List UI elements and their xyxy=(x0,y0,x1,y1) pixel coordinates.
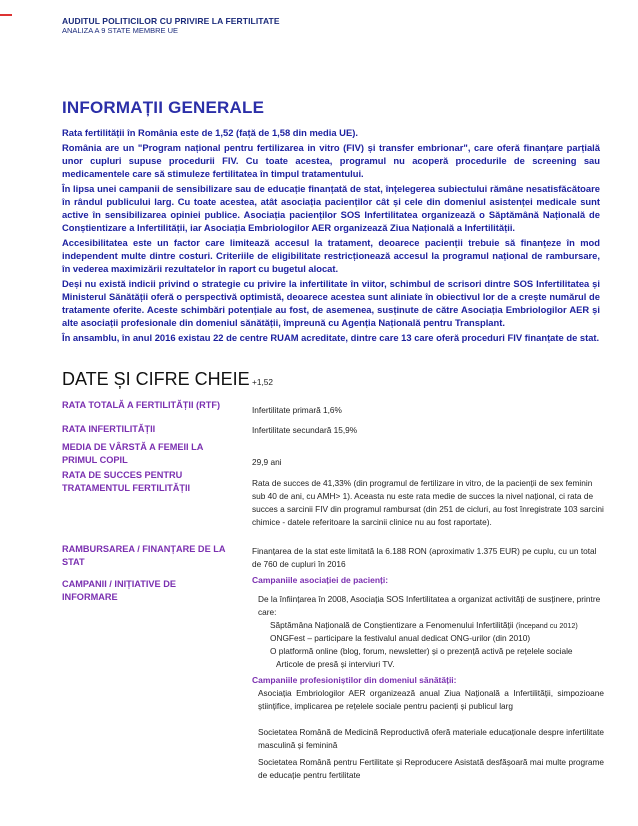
campaign-week: Săptămâna Națională de Conștientizare a Fenomenului Infertilității xyxy=(270,620,514,630)
campaign-item xyxy=(252,619,604,632)
header-title: AUDITUL POLITICILOR CU PRIVIRE LA FERTILITATE xyxy=(62,16,280,26)
patients-campaigns-heading: Campaniile asociației de pacienți: xyxy=(252,575,389,585)
value-mean-age: 29,9 ani xyxy=(252,457,282,467)
general-info-title: INFORMAȚII GENERALE xyxy=(62,98,265,117)
general-paragraph: Rata fertilității în România este de 1,52 (față de 1,58 din media UE). xyxy=(62,127,358,138)
professional-campaign-item: Societatea Română pentru Fertilitate și Reproducere Asistată desfășoară mai multe programe de educație pentru fertilitate xyxy=(258,757,604,780)
value-rtf: +1,52 xyxy=(252,377,273,387)
general-paragraph: Deși nu există indicii privind o strategie cu privire la infertilitate în viitor, schimbul de scrisori dintre SOS Infertilitatea și Ministerul Sănătății oferă o perspectivă optimistă, deoarece acestea sunt aliniate în obiectivul lor de a crește numărul de tratamente oferite. Aceste schimbări potențiale au fost, de asemenea, susținute de către Asociația Embriologilor AER și alte asociații profesionale din domeniul sănătății, împreună cu Agenția Națională pentru Transplant. xyxy=(62,278,600,328)
value-success-rate: Rata de succes de 41,33% (din programul de fertilizare in vitro, de la pacienții de sex feminin sub 40 de ani, cu AMH> 1). Aceasta nu este rata medie de succes la nivel național, ci rata de succes a sarcinii FIV din programul rambursat (din 251 de cicluri, au fost înregistrate 103 sarcini chimice - datele referitoare la sarcinii clinice nu au fost raportate). xyxy=(252,478,604,527)
patients-campaigns-intro: De la înființarea în 2008, Asociația SOS Infertilitatea a organizat activități de susținere, printre care: xyxy=(258,594,601,617)
value-primary-infertility: Infertilitate primară 1,6% xyxy=(252,405,342,415)
label-campaigns: CAMPANII / INIȚIATIVE DE INFORMARE xyxy=(62,579,176,602)
label-rtf: RATA TOTALĂ A FERTILITĂȚII (RTF) xyxy=(62,400,221,410)
campaigns-block xyxy=(252,574,604,782)
professional-campaign-item: Asociația Embriologilor AER organizează anual Ziua Națională a Infertilității, simpozioane științifice, implicarea pe rețelele sociale pentru pacienți și publicul larg xyxy=(258,688,604,711)
header-subtitle: ANALIZA A 9 STATE MEMBRE UE xyxy=(62,26,179,35)
general-paragraph: În ansamblu, în anul 2016 existau 22 de centre RUAM acreditate, dintre care 13 care oferă proceduri FIV finanțate de stat. xyxy=(62,332,600,343)
general-paragraph: România are un "Program național pentru fertilizarea in vitro (FIV) și transfer embrionar", care oferă finanțare parțială unor cupluri supuse procedurii FIV. Cu toate acestea, programul nu acoperă procedurile de screening sau medicamentele care să stimuleze fertilitatea în timpul tratamentului. xyxy=(62,142,600,179)
key-facts-title: DATE ȘI CIFRE CHEIE xyxy=(62,369,250,389)
label-reimbursement: RAMBURSAREA / FINANȚARE DE LA STAT xyxy=(62,544,226,567)
label-mean-age: MEDIA DE VÂRSTĂ A FEMEII LA PRIMUL COPIL xyxy=(62,442,204,465)
professional-campaign-item: Societatea Română de Medicină Reproductivă oferă materiale educaționale despre infertilitate masculină și feminină xyxy=(258,727,604,750)
label-success: RATA DE SUCCES PENTRU TRATAMENTUL FERTILITĂȚII xyxy=(62,470,191,493)
label-infertility: RATA INFERTILITĂȚII xyxy=(62,424,156,434)
professionals-campaigns-heading: Campaniile profesioniștilor din domeniul sănătății: xyxy=(252,675,457,685)
general-paragraph: În lipsa unei campanii de sensibilizare sau de educație finanțată de stat, înțelegerea subiectului rămâne nesatisfăcătoare în rândul publicului larg. Cu toate acestea, atât asociația pacienților cât și cele din domeniul asistenței medicale sunt active în sensibilizarea opiniei publice. Asociația pacienților SOS Infertilitatea organizează o Săptămână Națională de Conștientizare a Infertilității, iar Asociația Embriologilor AER organizează Ziua Națională a Infertilității. xyxy=(62,183,600,233)
campaign-item: O platformă online (blog, forum, newsletter) și o prezență activă pe rețelele sociale xyxy=(270,646,573,656)
campaign-item: ONGFest – participare la festivalul anual dedicat ONG-urilor (din 2010) xyxy=(270,633,531,643)
value-reimbursement: Finanțarea de la stat este limitată la 6.188 RON (aproximativ 1.375 EUR) pe cuplu, cu un total de 760 de cupluri în 2016 xyxy=(252,546,597,569)
general-info-body xyxy=(62,126,600,346)
general-paragraph: Accesibilitatea este un factor care limitează accesul la tratament, deoarece pacienții trebuie să finanțeze în mod independent multe dintre costuri. Criteriile de eligibilitate restricționează accesul la programul național de rambursare, în vederea maximizării rezultatelor în raport cu bugetul alocat. xyxy=(62,237,600,274)
campaign-week-note: (începand cu 2012) xyxy=(515,621,578,630)
campaign-item: Articole de presă și interviuri TV. xyxy=(276,659,395,669)
corner-mark xyxy=(0,14,12,20)
value-secondary-infertility: Infertilitate secundară 15,9% xyxy=(252,425,358,435)
